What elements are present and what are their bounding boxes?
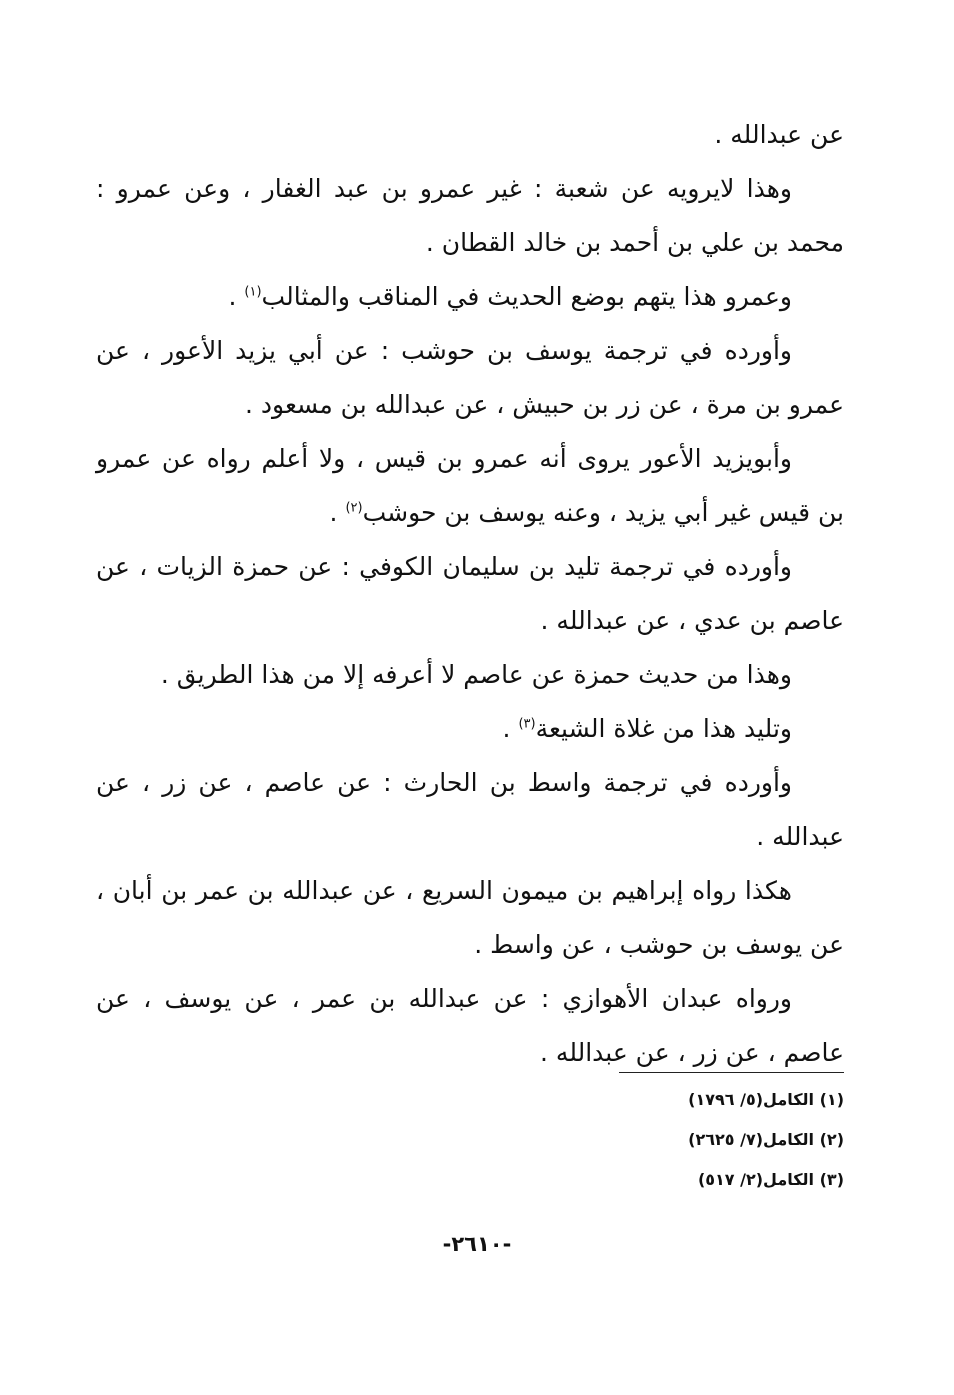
paragraph-text: هكذا رواه إبراهيم بن ميمون السريع ، عن عبدالله بن عمر بن أبان ، عن يوسف بن حوشب ، عن واسط .: [96, 876, 844, 959]
footnote-divider: [619, 1072, 844, 1073]
paragraph-text: وأورده في ترجمة واسط بن الحارث : عن عاصم ، عن زر ، عن عبدالله .: [96, 768, 844, 851]
paragraph-text: وأبويزيد الأعور يروى أنه عمرو بن قيس ، ولا أعلم رواه عن عمرو بن قيس غير أبي يزيد ، وعنه يوسف بن حوشب: [96, 444, 844, 527]
paragraph-5: [96, 432, 844, 540]
footnote-3: (٣) الكامل(٢/ ٥١٧): [697, 1170, 844, 1189]
paragraph-text: وعمرو هذا يتهم بوضع الحديث في المناقب والمثالب: [261, 282, 792, 311]
footnote-2: (٢) الكامل(٧/ ٢٦٢٥): [688, 1130, 844, 1149]
paragraph-2: [96, 162, 844, 270]
paragraph-text: وتليد هذا من غلاة الشيعة: [535, 714, 792, 743]
main-text: [96, 108, 844, 1080]
paragraph-9: [96, 756, 844, 864]
paragraph-10: [96, 864, 844, 972]
paragraph-6: [96, 540, 844, 648]
footnote-marker-1: (١): [244, 284, 262, 300]
paragraph-text: وأورده في ترجمة يوسف بن حوشب : عن أبي يزيد الأعور ، عن عمرو بن مرة ، عن زر بن حبيش ، عن عبدالله بن مسعود .: [96, 336, 844, 419]
paragraph-text: وأورده في ترجمة تليد بن سليمان الكوفي : عن حمزة الزيات ، عن عاصم بن عدي ، عن عبدالله .: [96, 552, 844, 635]
paragraph-tail: .: [329, 498, 346, 527]
paragraph-text: وهذا من حديث حمزة عن عاصم لا أعرفه إلا من هذا الطريق .: [160, 660, 792, 689]
footnote-marker-3: (٣): [518, 716, 536, 732]
paragraph-11: [96, 972, 844, 1080]
paragraph-8: [96, 702, 844, 756]
footnote-marker-2: (٢): [345, 500, 363, 516]
page-number: -٢٦١٠-: [442, 1232, 512, 1256]
paragraph-3: [96, 270, 844, 324]
paragraph-1: [96, 108, 844, 162]
paragraph-text: وهذا لايرويه عن شعبة : غير عمرو بن عبد الغفار ، وعن عمرو : محمد بن علي بن أحمد بن خالد القطان .: [96, 174, 844, 257]
paragraph-tail: .: [502, 714, 519, 743]
footnotes: [444, 1080, 844, 1200]
paragraph-text: عن عبدالله .: [714, 120, 844, 149]
paragraph-4: [96, 324, 844, 432]
paragraph-7: [96, 648, 844, 702]
footnote-1: (١) الكامل(٥/ ١٧٩٦): [688, 1090, 844, 1109]
paragraph-tail: .: [228, 282, 245, 311]
paragraph-text: ورواه عبدان الأهوازي : عن عبدالله بن عمر ، عن يوسف ، عن عاصم ، عن زر ، عن عبدالله .: [96, 984, 844, 1067]
